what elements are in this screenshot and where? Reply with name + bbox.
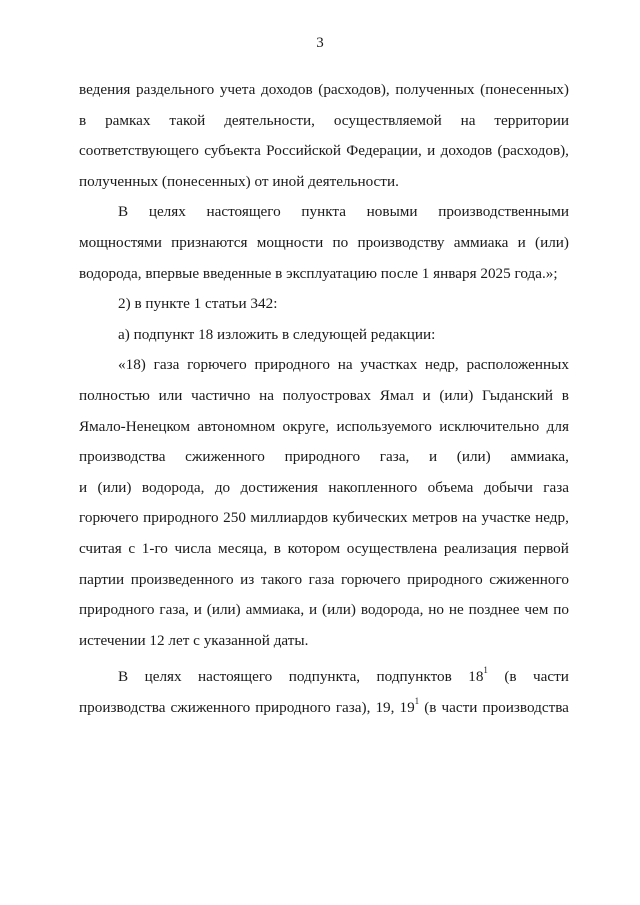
word: природного (255, 698, 331, 716)
text-line (79, 350, 569, 381)
word: доходов (440, 142, 493, 160)
word: в (561, 386, 569, 404)
word: подпункта, (288, 668, 361, 686)
word: в (79, 111, 87, 129)
word: $19^1$ (399, 695, 420, 716)
text-line (79, 197, 569, 228)
word: природного (143, 509, 219, 527)
word: производству (357, 233, 445, 251)
word: добычи (483, 478, 533, 496)
word: (в (504, 668, 517, 686)
paragraph (79, 320, 569, 351)
word: природного (407, 570, 483, 588)
word: пункта (301, 203, 346, 221)
word: кубических (332, 509, 408, 527)
text-line (79, 565, 569, 596)
word: аммиака (453, 233, 509, 251)
word: сжиженного (489, 570, 569, 588)
word: газа), (335, 698, 371, 716)
text-line (79, 662, 569, 693)
word: 19, (375, 698, 395, 716)
word: (в (424, 698, 437, 716)
word: достижения (240, 478, 319, 496)
word: территории (494, 111, 569, 129)
word: части (533, 668, 569, 686)
word: новыми (366, 203, 418, 221)
word: мощности (256, 233, 324, 251)
word: произведенного (130, 570, 234, 588)
paragraph (79, 75, 569, 197)
word: и (428, 448, 438, 466)
word: округе, (282, 417, 330, 435)
word: газа, (159, 601, 189, 619)
word: автономном (197, 417, 276, 435)
word: полностью (79, 386, 150, 404)
word: учета (219, 81, 256, 98)
word: (или) (322, 601, 356, 619)
word: недр, (424, 356, 459, 374)
word: природного (284, 448, 361, 466)
word: с (128, 539, 136, 557)
word: недр, (535, 509, 569, 527)
word: чем (524, 601, 549, 619)
word: или (158, 386, 183, 404)
word: частично (191, 386, 251, 404)
word: Ямало-Ненецком (79, 417, 190, 435)
word: реализация (443, 539, 517, 557)
word: целях (148, 203, 186, 221)
word: природного (254, 356, 330, 374)
document-body (79, 75, 569, 723)
word: мощностями (79, 233, 162, 251)
word: (или) (97, 478, 132, 496)
text-line (79, 442, 569, 473)
word: в (273, 539, 281, 557)
word: субъекта (204, 142, 261, 160)
word: В (118, 668, 129, 686)
word: объема (427, 478, 474, 496)
word: водорода, (360, 601, 424, 619)
word: до (214, 478, 231, 496)
word: исключительно (439, 417, 540, 435)
word: газа (543, 478, 569, 496)
word: 250 (223, 509, 246, 527)
word: полуостровах (282, 386, 371, 404)
word: аммиака, (245, 601, 305, 619)
word: такой (169, 111, 206, 129)
word: но (428, 601, 445, 619)
word: 1-го (141, 539, 168, 557)
word: $18^1$ (468, 665, 488, 686)
word: (или) (456, 448, 491, 466)
word: природного (79, 601, 155, 619)
word: миллиардов (250, 509, 329, 527)
word: производства (482, 698, 569, 716)
text-line (79, 693, 569, 724)
word: полученных (395, 81, 475, 98)
word: Ямал (379, 386, 414, 404)
word: для (546, 417, 569, 435)
text-line (79, 503, 569, 534)
word: на (259, 386, 274, 404)
word: (расходов), (318, 81, 390, 98)
text-line (79, 136, 569, 167)
word: осуществлена (346, 539, 438, 557)
word: производственными (438, 203, 569, 221)
text-line: истечении 12 лет с указанной даты. (79, 631, 309, 649)
superscript-index: 1 (414, 695, 420, 706)
word: горючего (79, 509, 139, 527)
word: на (462, 509, 478, 527)
word: (понесенных) (480, 81, 569, 98)
word: позднее (468, 601, 520, 619)
word: первой (523, 539, 569, 557)
word: на (460, 111, 476, 129)
word: (или) (206, 601, 241, 619)
word: метров (412, 509, 458, 527)
word: партии (79, 570, 125, 588)
word: и (422, 386, 431, 404)
word: доходов (261, 81, 313, 98)
paragraph (79, 350, 569, 656)
word: по (332, 233, 349, 251)
word: используемого (336, 417, 432, 435)
word: Федерации, (346, 142, 422, 160)
paragraph (79, 289, 569, 320)
word: месяца, (218, 539, 268, 557)
word: целях (144, 668, 182, 686)
word: не (448, 601, 464, 619)
word: водорода, (141, 478, 205, 496)
text-line (79, 228, 569, 259)
word: и (517, 233, 526, 251)
word: (или) (535, 233, 569, 251)
word: участках (360, 356, 418, 374)
word: газа (308, 570, 335, 588)
word: горючего (340, 570, 401, 588)
text-line (79, 595, 569, 626)
word: котором (287, 539, 341, 557)
word: аммиака, (510, 448, 569, 466)
paragraph (79, 662, 569, 723)
word: по (553, 601, 569, 619)
word: деятельности, (224, 111, 315, 129)
word: и (79, 478, 88, 496)
word: признаются (171, 233, 248, 251)
text-line: водорода, впервые введенные в эксплуатацию после 1 января 2025 года.»; (79, 264, 558, 282)
paragraph (79, 197, 569, 289)
text-line: а) подпункт 18 изложить в следующей редакции: (118, 325, 436, 343)
word: подпунктов (376, 668, 452, 686)
word: «18) (118, 356, 146, 374)
word: сжиженного (185, 448, 265, 466)
text-line: 2) в пункте 1 статьи 342: (118, 295, 278, 313)
word: такого (260, 570, 303, 588)
text-line (79, 473, 569, 504)
word: числа (174, 539, 212, 557)
word: газа (153, 356, 180, 374)
page-number: 3 (316, 35, 324, 51)
word: сжиженного (170, 698, 251, 716)
word: из (240, 570, 255, 588)
word: раздельного (135, 81, 215, 98)
word: Гыданский (482, 386, 553, 404)
word: соответствующего (79, 142, 199, 160)
word: и (193, 601, 202, 619)
word: (расходов), (497, 142, 569, 160)
word: В (118, 203, 129, 221)
word: и (427, 142, 436, 160)
word: накопленного (328, 478, 418, 496)
word: горючего (187, 356, 247, 374)
word: (или) (439, 386, 474, 404)
word: производства (79, 448, 166, 466)
superscript-index: 1 (483, 665, 488, 676)
word: и (309, 601, 318, 619)
word: участке (481, 509, 531, 527)
text-line (79, 534, 569, 565)
word: ведения (79, 81, 131, 98)
word: производства (79, 698, 166, 716)
word: расположенных (466, 356, 569, 374)
word: части (441, 698, 478, 716)
text-line: полученных (понесенных) от иной деятельности. (79, 172, 399, 190)
word: на (337, 356, 353, 374)
text-line (79, 412, 569, 443)
word: Российской (266, 142, 341, 160)
word: настоящего (198, 668, 273, 686)
text-line (79, 106, 569, 137)
text-line (79, 381, 569, 412)
word: настоящего (206, 203, 281, 221)
word: считая (79, 539, 122, 557)
word: осуществляемой (333, 111, 442, 129)
word: рамках (105, 111, 151, 129)
word: газа, (379, 448, 410, 466)
text-line (79, 75, 569, 106)
